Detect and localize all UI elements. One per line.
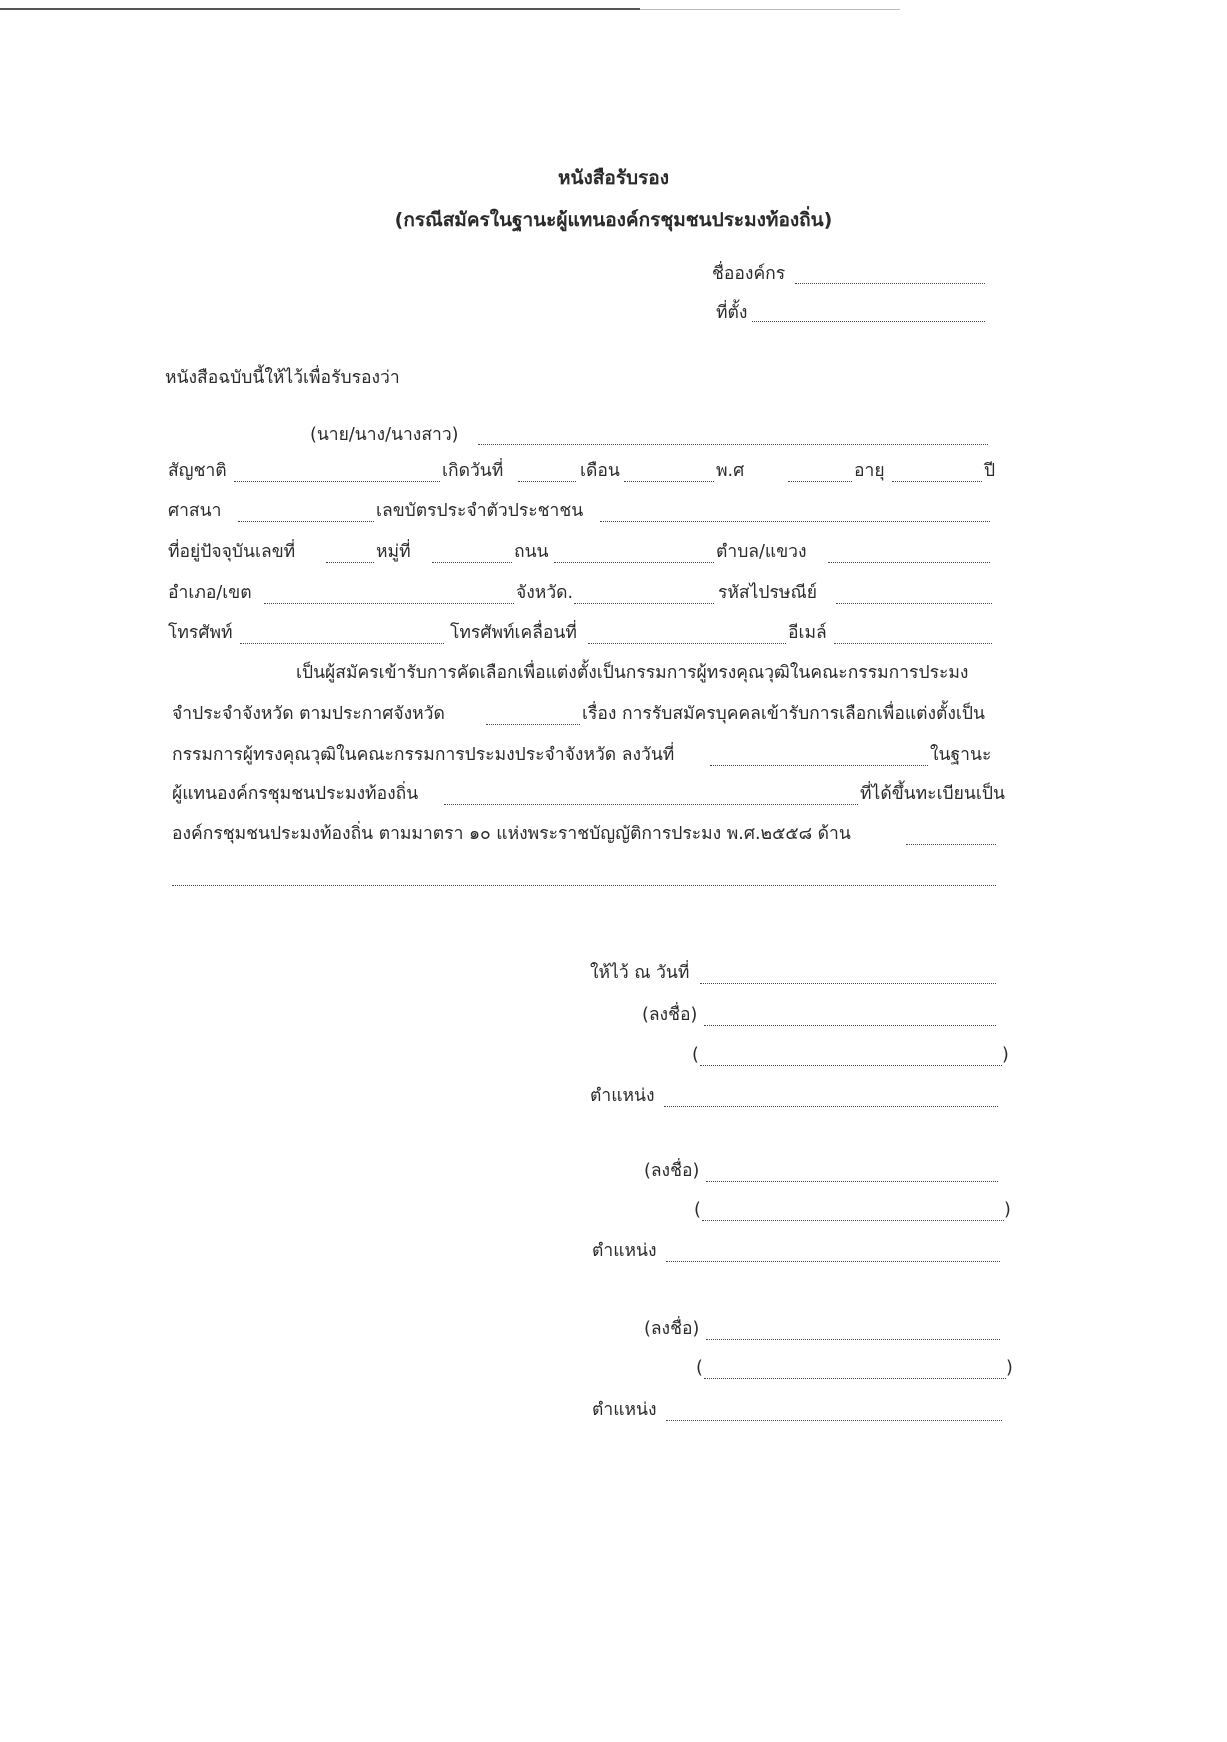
- district-label: อำเภอ/เขต: [168, 583, 252, 603]
- position-field-3[interactable]: [666, 1420, 1002, 1421]
- mobile-label: โทรศัพท์เคลื่อนที่: [450, 623, 577, 643]
- phone-field[interactable]: [240, 643, 444, 644]
- moo-label: หมู่ที่: [376, 542, 411, 562]
- birth-day-label: เกิดวันที่: [442, 461, 504, 481]
- birth-day-field[interactable]: [518, 481, 576, 482]
- email-field[interactable]: [834, 643, 992, 644]
- body-line-2b: เรื่อง การรับสมัครบุคคลเข้ารับการเลือกเพื่อแต่งตั้งเป็น: [582, 704, 985, 724]
- year-field[interactable]: [788, 481, 852, 482]
- id-card-label: เลขบัตรประจำตัวประชาชน: [376, 501, 584, 521]
- month-label: เดือน: [580, 461, 620, 481]
- scan-edge-line: [0, 8, 640, 10]
- document-title: หนังสือรับรอง: [558, 167, 669, 189]
- paren-open-1: (: [692, 1045, 699, 1065]
- nationality-label: สัญชาติ: [168, 461, 227, 481]
- signature-field-1[interactable]: [704, 1025, 996, 1026]
- province-field[interactable]: [574, 603, 714, 604]
- document-subtitle: (กรณีสมัครในฐานะผู้แทนองค์กรชุมชนประมงท้องถิ่น): [394, 209, 833, 231]
- district-field[interactable]: [264, 603, 514, 604]
- id-card-field[interactable]: [600, 521, 990, 522]
- location-field[interactable]: [752, 321, 985, 322]
- given-on-label: ให้ไว้ ณ วันที่: [590, 963, 690, 983]
- body-line-4a: ผู้แทนองค์กรชุมชนประมงท้องถิ่น: [172, 784, 419, 804]
- location-label: ที่ตั้ง: [716, 303, 748, 323]
- postcode-field[interactable]: [836, 603, 992, 604]
- announcement-no-field[interactable]: [486, 724, 580, 725]
- phone-label: โทรศัพท์: [168, 623, 233, 643]
- position-label-2: ตำแหน่ง: [592, 1241, 657, 1261]
- printed-name-field-3[interactable]: [704, 1378, 1006, 1379]
- religion-field[interactable]: [238, 521, 374, 522]
- position-label-1: ตำแหน่ง: [590, 1086, 655, 1106]
- given-on-date-field[interactable]: [700, 983, 996, 984]
- paren-close-2: ): [1004, 1200, 1011, 1220]
- signed-label-1: (ลงชื่อ): [642, 1005, 698, 1025]
- printed-name-field-1[interactable]: [700, 1065, 1002, 1066]
- body-line-3b: ในฐานะ: [930, 745, 992, 765]
- signed-label-3: (ลงชื่อ): [644, 1319, 700, 1339]
- field-area-field[interactable]: [906, 844, 996, 845]
- scan-edge-line-faint: [640, 9, 900, 10]
- org-name-field[interactable]: [795, 283, 985, 284]
- subdistrict-label: ตำบล/แขวง: [716, 542, 807, 562]
- road-field[interactable]: [554, 562, 714, 563]
- printed-name-field-2[interactable]: [702, 1220, 1004, 1221]
- religion-label: ศาสนา: [168, 501, 222, 521]
- signature-field-3[interactable]: [706, 1339, 1000, 1340]
- body-line-3a: กรรมการผู้ทรงคุณวุฒิในคณะกรรมการประมงประจำจังหวัด ลงวันที่: [172, 745, 675, 765]
- subdistrict-field[interactable]: [828, 562, 990, 563]
- province-label: จังหวัด.: [516, 583, 574, 603]
- title-prefix-label: (นาย/นาง/นางสาว): [310, 425, 459, 445]
- paren-close-3: ): [1006, 1358, 1013, 1378]
- mobile-field[interactable]: [588, 643, 786, 644]
- paren-close-1: ): [1002, 1045, 1009, 1065]
- signed-label-2: (ลงชื่อ): [644, 1161, 700, 1181]
- intro-text: หนังสือฉบับนี้ให้ไว้เพื่อรับรองว่า: [165, 368, 400, 388]
- org-name-label: ชื่อองค์กร: [712, 264, 786, 284]
- body-line-5: องค์กรชุมชนประมงท้องถิ่น ตามมาตรา ๑๐ แห่งพระราชบัญญัติการประมง พ.ศ.๒๕๕๘ ด้าน: [172, 824, 851, 844]
- age-unit-label: ปี: [984, 461, 996, 481]
- position-field-2[interactable]: [666, 1261, 1000, 1262]
- position-label-3: ตำแหน่ง: [592, 1400, 657, 1420]
- announcement-date-field[interactable]: [710, 765, 928, 766]
- signature-field-2[interactable]: [706, 1181, 998, 1182]
- email-label: อีเมล์: [788, 623, 827, 643]
- body-line-1: เป็นผู้สมัครเข้ารับการคัดเลือกเพื่อแต่งตั้งเป็นกรรมการผู้ทรงคุณวุฒิในคณะกรรมการประมง: [296, 663, 969, 683]
- address-no-label: ที่อยู่ปัจจุบันเลขที่: [168, 542, 296, 562]
- age-label: อายุ: [854, 461, 885, 481]
- year-label: พ.ศ: [716, 461, 745, 481]
- organization-name-field[interactable]: [444, 804, 858, 805]
- paren-open-3: (: [696, 1358, 703, 1378]
- body-line-4b: ที่ได้ขึ้นทะเบียนเป็น: [860, 784, 1005, 804]
- paren-open-2: (: [694, 1200, 701, 1220]
- nationality-field[interactable]: [234, 481, 440, 482]
- age-field[interactable]: [892, 481, 982, 482]
- road-label: ถนน: [514, 542, 549, 562]
- field-area-continued[interactable]: [172, 885, 996, 886]
- full-name-field[interactable]: [478, 444, 988, 445]
- address-no-field[interactable]: [326, 562, 374, 563]
- month-field[interactable]: [624, 481, 714, 482]
- body-line-2a: จำประจำจังหวัด ตามประกาศจังหวัด: [172, 704, 445, 724]
- postcode-label: รหัสไปรษณีย์: [718, 583, 817, 603]
- moo-field[interactable]: [432, 562, 512, 563]
- position-field-1[interactable]: [664, 1106, 998, 1107]
